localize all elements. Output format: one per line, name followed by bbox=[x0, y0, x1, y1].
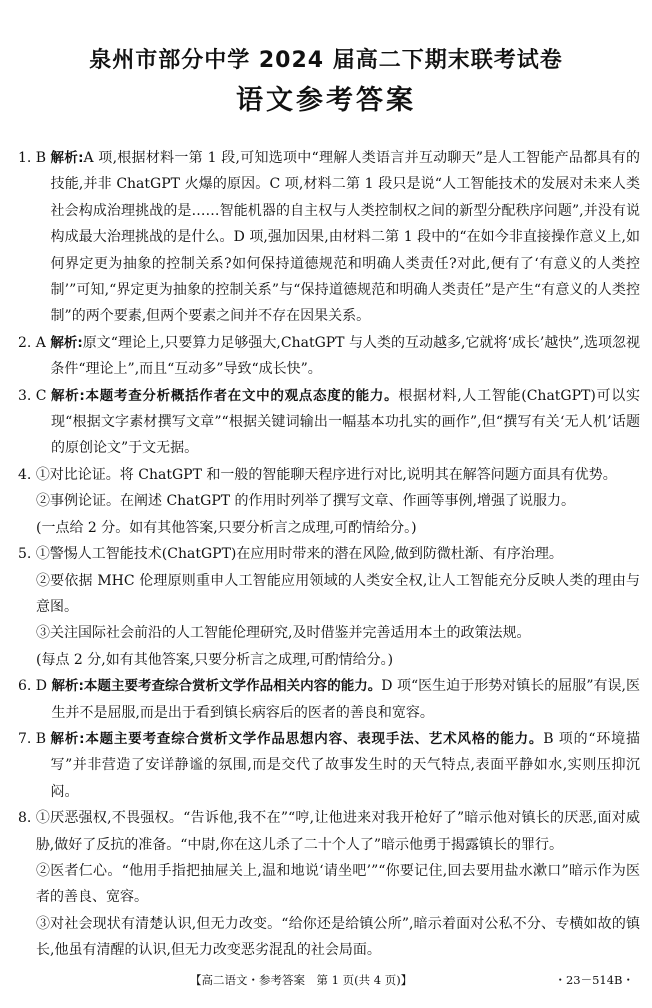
answer-number: 2. A bbox=[18, 334, 51, 351]
answer-1 bbox=[18, 145, 640, 330]
analysis-label: 解析:本题主要考查综合赏析文学作品相关内容的能力。 bbox=[51, 678, 382, 695]
answer-key-title: 语文参考答案 bbox=[236, 85, 416, 116]
answer-point: ②事例论证。在阐述 ChatGPT 的作用时列举了撰写文章、作画等事例,增强了说服力。 bbox=[36, 493, 575, 510]
paper-code: ・23－514B・ bbox=[554, 973, 634, 987]
analysis-text: A 项,根据材料一第 1 段,可知选项中“理解人类语言并互动聊天”是人工智能产品都具有的技能,并非 ChatGPT 火爆的原因。C 项,材料二第 1 段只是说“人工智能技术的发展对未来人类社会构成治理挑战的是……智能机器的自主权与人类控制权之间的新型分配秩序问题”,并没有说构成最大治理挑战的是什么。D 项,强加因果,由材料二第 1 段中的“在如今非直接操作意义上,如何界定更为抽象的控制关系?如何保持道德规范和明确人类责任?对此,便有了‘有意义的人类控制’”可知,“界定更为抽象的控制关系”与“保持道德规范和明确人类责任”是产生“有意义的人类控制”的两个要素,但两个要素之间并不存在因果关系。 bbox=[50, 150, 640, 325]
answer-point: ③关注国际社会前沿的人工智能伦理研究,及时借鉴并完善适用本土的政策法规。 bbox=[36, 625, 531, 642]
answer-body bbox=[51, 383, 640, 462]
scoring-note: (每点 2 分,如有其他答案,只要分析言之成理,可酌情给分。) bbox=[36, 651, 394, 668]
analysis-text: 根据材料,人工智能(ChatGPT)可以实现“根据文字素材撰写文章”“根据关键词输出一幅基本功扎实的画作”,但“撰写有关‘无人机’话题的原创论文”于文无据。 bbox=[50, 387, 640, 457]
answer-number: 4. bbox=[18, 466, 36, 483]
answer-number: 5. bbox=[18, 546, 36, 563]
answer-6 bbox=[18, 673, 640, 726]
answer-number: 6. D bbox=[18, 678, 52, 695]
analysis-label: 解析:本题考查分析概括作者在文中的观点态度的能力。 bbox=[50, 387, 399, 404]
answer-point: ①对比论证。将 ChatGPT 和一般的智能聊天程序进行对比,说明其在解答问题方面具有优势。 bbox=[35, 466, 617, 483]
answer-point: ②医者仁心。“他用手指把抽屉关上,温和地说‘请坐吧’”“你要记住,回去要用盐水漱口”暗示作为医者的善良、宽容。 bbox=[36, 862, 640, 906]
answer-point: ①厌恶强权,不畏强权。“告诉他,我不在”“哼,让他进来对我开枪好了”暗示他对镇长的厌恶,面对威胁,做好了反抗的准备。“中尉,你在这儿杀了二十个人了”暗示他勇于揭露镇长的罪行。 bbox=[35, 810, 640, 853]
answer-8 bbox=[18, 805, 640, 858]
answer-4 bbox=[18, 462, 640, 488]
answer-content bbox=[18, 145, 640, 964]
answer-3 bbox=[18, 383, 640, 462]
answer-number: 3. C bbox=[18, 387, 51, 404]
answer-point: ②要依据 MHC 伦理原则重申人工智能应用领域的人类安全权,让人工智能充分反映人类的理由与意图。 bbox=[36, 572, 640, 615]
answer-body bbox=[51, 145, 640, 330]
answer-body bbox=[50, 330, 640, 383]
answer-number: 8. bbox=[18, 810, 36, 827]
analysis-text: B 项的“环境描写”并非营造了安详静谧的氛围,而是交代了故事发生时的天气特点,表面平静如水,实则压抑沉闷。 bbox=[50, 730, 640, 800]
analysis-label: 解析: bbox=[50, 334, 83, 351]
analysis-text: D 项“医生迫于形势对镇长的屈服”有误,医生并不是屈服,而是出于看到镇长病容后的医者的善良和宽容。 bbox=[51, 678, 640, 721]
analysis-label: 解析:本题主要考查综合赏析文学作品思想内容、表现手法、艺术风格的能力。 bbox=[50, 730, 544, 747]
answer-number: 1. B bbox=[18, 150, 51, 166]
answer-2 bbox=[18, 330, 640, 383]
answer-number: 7. B bbox=[18, 730, 51, 747]
page-info: 【高二语文・参考答案 第 1 页(共 4 页)】 bbox=[190, 973, 413, 987]
answer-body bbox=[51, 726, 640, 805]
analysis-text: 原文“理论上,只要算力足够强大,ChatGPT 与人类的互动越多,它就将‘成长’越快”,选项忽视条件“理论上”,而且“互动多”导致“成长快”。 bbox=[50, 334, 640, 378]
exam-title: 泉州市部分中学 2024 届高二下期末联考试卷 bbox=[89, 48, 563, 73]
answer-7 bbox=[18, 726, 640, 805]
analysis-label: 解析: bbox=[50, 150, 84, 166]
title-block bbox=[0, 46, 652, 120]
answer-point: ③对社会现状有清楚认识,但无力改变。“给你还是给镇公所”,暗示着面对公私不分、专横如故的镇长,他虽有清醒的认识,但无力改变恶劣混乱的社会局面。 bbox=[36, 915, 640, 959]
answer-body bbox=[51, 673, 640, 726]
answer-5 bbox=[18, 541, 640, 567]
scoring-note: (一点给 2 分。如有其他答案,只要分析言之成理,可酌情给分。) bbox=[36, 519, 417, 536]
answer-point: ①警惕人工智能技术(ChatGPT)在应用时带来的潜在风险,做到防微杜渐、有序治理。 bbox=[35, 546, 563, 563]
